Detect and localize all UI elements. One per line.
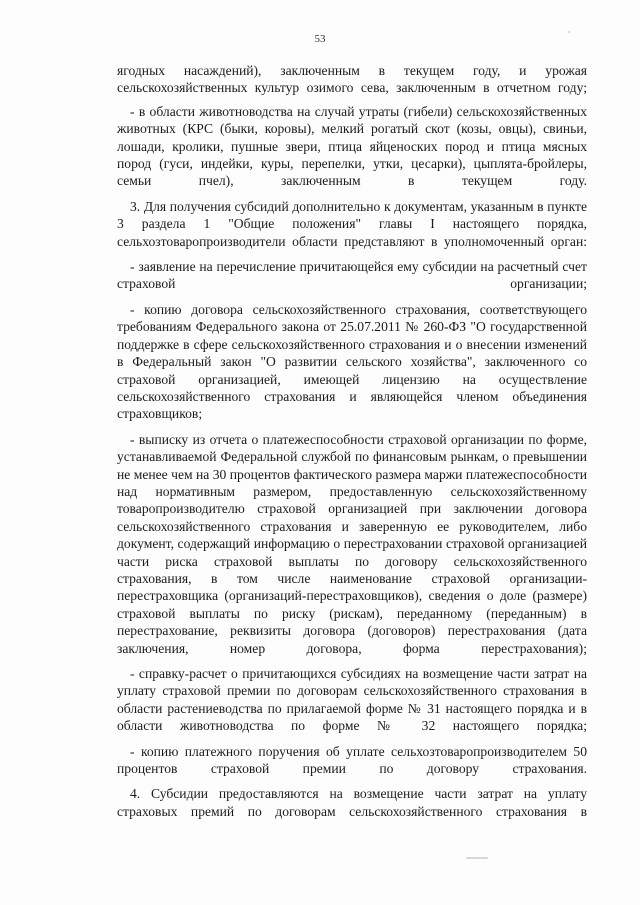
page-number: 53 (314, 33, 326, 45)
paragraph-crop-insurance-end: ягодных насаждений), заключенным в текущем году, и урожая сельскохозяйственных культур озимого сева, заключенным в отчетном году; (117, 63, 587, 96)
paragraph-payment-order-copy: - копию платежного поручения об уплате сельхозтоваропроизводителем 50 процентов страховой премии по договору страхования. (117, 743, 587, 777)
paragraph-subsidy-calculation: - справку-расчет о причитающихся субсидиях на возмещение части затрат на уплату страховой премии по договорам сельскохозяйственного страхования в области растениеводства по прилагаемой форме № 31 настоящего порядка и в области животноводства по форме № 32 настоящего порядка; (117, 666, 587, 734)
paragraph-point-3-intro: 3. Для получения субсидий дополнительно к документам, указанным в пункте 3 раздела 1 "Общие положения" главы I настоящего порядка, сельхозтоваропроизводители области представляют в уполномоченный орган: (117, 198, 587, 249)
scan-mark (568, 31, 570, 33)
paragraph-transfer-application: - заявление на перечисление причитающейся ему субсидии на расчетный счет страховой организации; (117, 259, 587, 292)
paragraph-insurance-contract-copy: - копию договора сельскохозяйственного страхования, соответствующего требованиям Федерального закона от 25.07.2011 № 260-ФЗ "О государственной поддержке в сфере сельскохозяйственного страхования и о внесении изменений в Федеральный закон "О развитии сельского хозяйства", заключенного со страховой организацией, имеющей лицензию на осуществление сельскохозяйственного страхования и являющейся членом объединения страховщиков; (117, 301, 587, 422)
paragraph-solvency-report: - выписку из отчета о платежеспособности страховой организации по форме, устанавливаемой Федеральной службой по финансовым рынкам, о превышении не менее чем на 30 процентов фактического размера маржи платежеспособности над нормативным размером, предоставленную сельскохозяйственному товаропроизводителю страховой организацией при заключении договора сельскохозяйственного страхования и заверенную ее руководителем, либо документ, содержащий информацию о перестраховании страховой организацией части риска страховой выплаты по договору сельскохозяйственного страхования, в том числе наименование страховой организации-перестраховщика (организаций-перестраховщиков), сведения о доле (размере) страховой выплаты по риску (рискам), переданному (переданным) в перестрахование, реквизиты договора (договоров) перестрахования (дата заключения, номер договора, форма перестрахования); (117, 431, 587, 656)
document-body (117, 62, 587, 828)
paragraph-livestock-insurance: - в области животноводства на случай утраты (гибели) сельскохозяйственных животных (КРС (быки, коровы), мелкий рогатый скот (козы, овцы), свиньи, лошади, кролики, пушные звери, птица яйценоских пород и птица мясных пород (гуси, индейки, куры, перепелки, утки, цесарки), цыплята-бройлеры, семьи пчел), заключенным в текущем году. (117, 103, 587, 189)
paragraph-point-4: 4. Субсидии предоставляются на возмещение части затрат на уплату страховых премий по договорам сельскохозяйственного страхования в (117, 786, 587, 819)
scan-mark-bottom (466, 857, 488, 859)
